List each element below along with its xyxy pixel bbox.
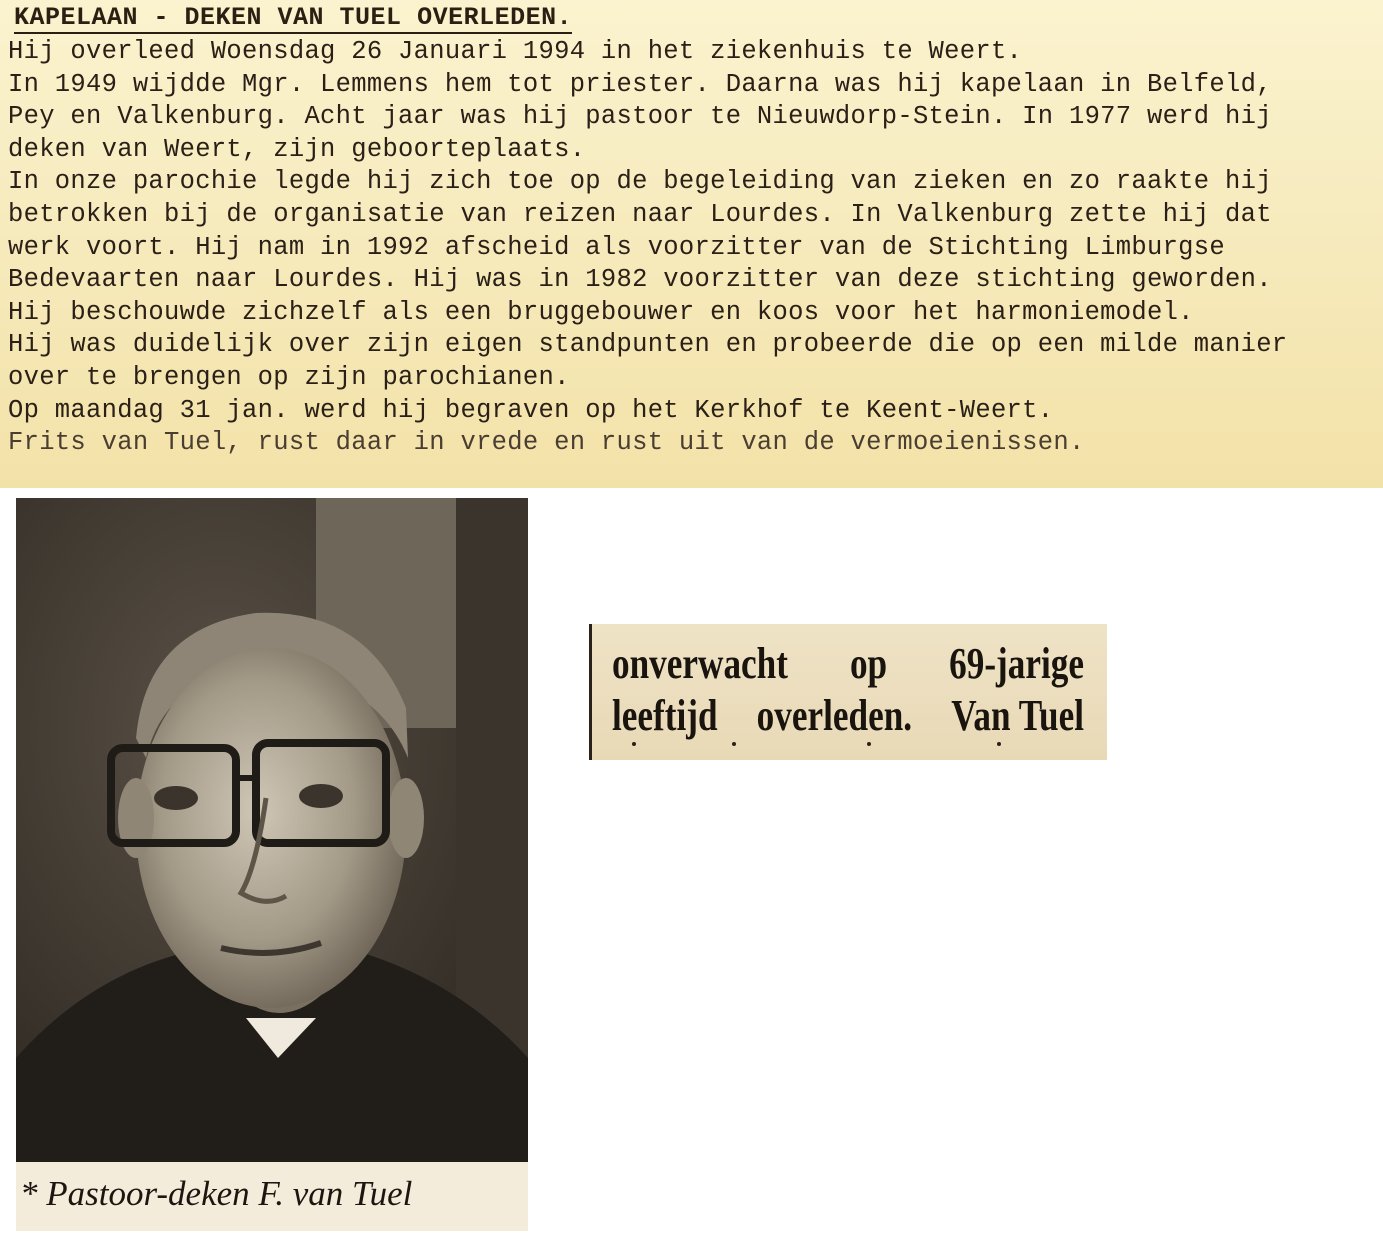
obituary-body	[8, 36, 1375, 460]
snippet-word: leeftijd	[612, 691, 718, 740]
obituary-line: betrokken bij de organisatie van reizen naar Lourdes. In Valkenburg zette hij dat	[8, 199, 1272, 229]
headline-snippet	[589, 624, 1107, 760]
dot	[632, 742, 636, 746]
snippet-word: 69-jarige	[949, 639, 1084, 688]
obituary-line: Bedevaarten naar Lourdes. Hij was in 1982 voorzitter van deze stichting geworden.	[8, 265, 1272, 295]
portrait-caption: * Pastoor-deken F. van Tuel	[20, 1174, 413, 1213]
snippet-word: op	[849, 639, 888, 688]
obituary-line: Frits van Tuel, rust daar in vrede en rust uit van de vermoeienissen.	[8, 428, 1085, 458]
obituary-line: werk voort. Hij nam in 1992 afscheid als voorzitter van de Stichting Limburgse	[8, 232, 1225, 262]
snippet-line-1	[612, 638, 1084, 690]
obituary-line: Hij was duidelijk over zijn eigen standpunten en probeerde die op een milde manier	[8, 330, 1288, 360]
obituary-line: Op maandag 31 jan. werd hij begraven op het Kerkhof te Keent-Weert.	[8, 395, 1054, 425]
obituary-line: deken van Weert, zijn geboorteplaats.	[8, 134, 586, 164]
dot	[997, 742, 1001, 746]
obituary-clipping	[0, 0, 1383, 488]
obituary-line: over te brengen op zijn parochianen.	[8, 362, 570, 392]
obituary-line: Hij beschouwde zichzelf als een bruggebouwer en koos voor het harmoniemodel.	[8, 297, 1194, 327]
obituary-line: Pey en Valkenburg. Acht jaar was hij pastoor te Nieuwdorp-Stein. In 1977 werd hij	[8, 102, 1272, 132]
portrait-clipping	[16, 498, 528, 1231]
snippet-word: Van Tuel	[951, 691, 1084, 740]
dot	[732, 742, 736, 746]
portrait-photo	[16, 498, 528, 1162]
obituary-line: In onze parochie legde hij zich toe op de begeleiding van zieken en zo raakte hij	[8, 167, 1272, 197]
dot	[867, 742, 871, 746]
obituary-line: In 1949 wijdde Mgr. Lemmens hem tot priester. Daarna was hij kapelaan in Belfeld,	[8, 69, 1272, 99]
snippet-word: onverwacht	[612, 639, 788, 688]
obituary-title: KAPELAAN - DEKEN VAN TUEL OVERLEDEN.	[14, 3, 573, 32]
snippet-line-2	[612, 690, 1084, 742]
snippet-word: overleden.	[756, 691, 913, 740]
obituary-line: Hij overleed Woensdag 26 Januari 1994 in het ziekenhuis te Weert.	[8, 37, 1023, 66]
snippet-dots	[592, 742, 1107, 748]
